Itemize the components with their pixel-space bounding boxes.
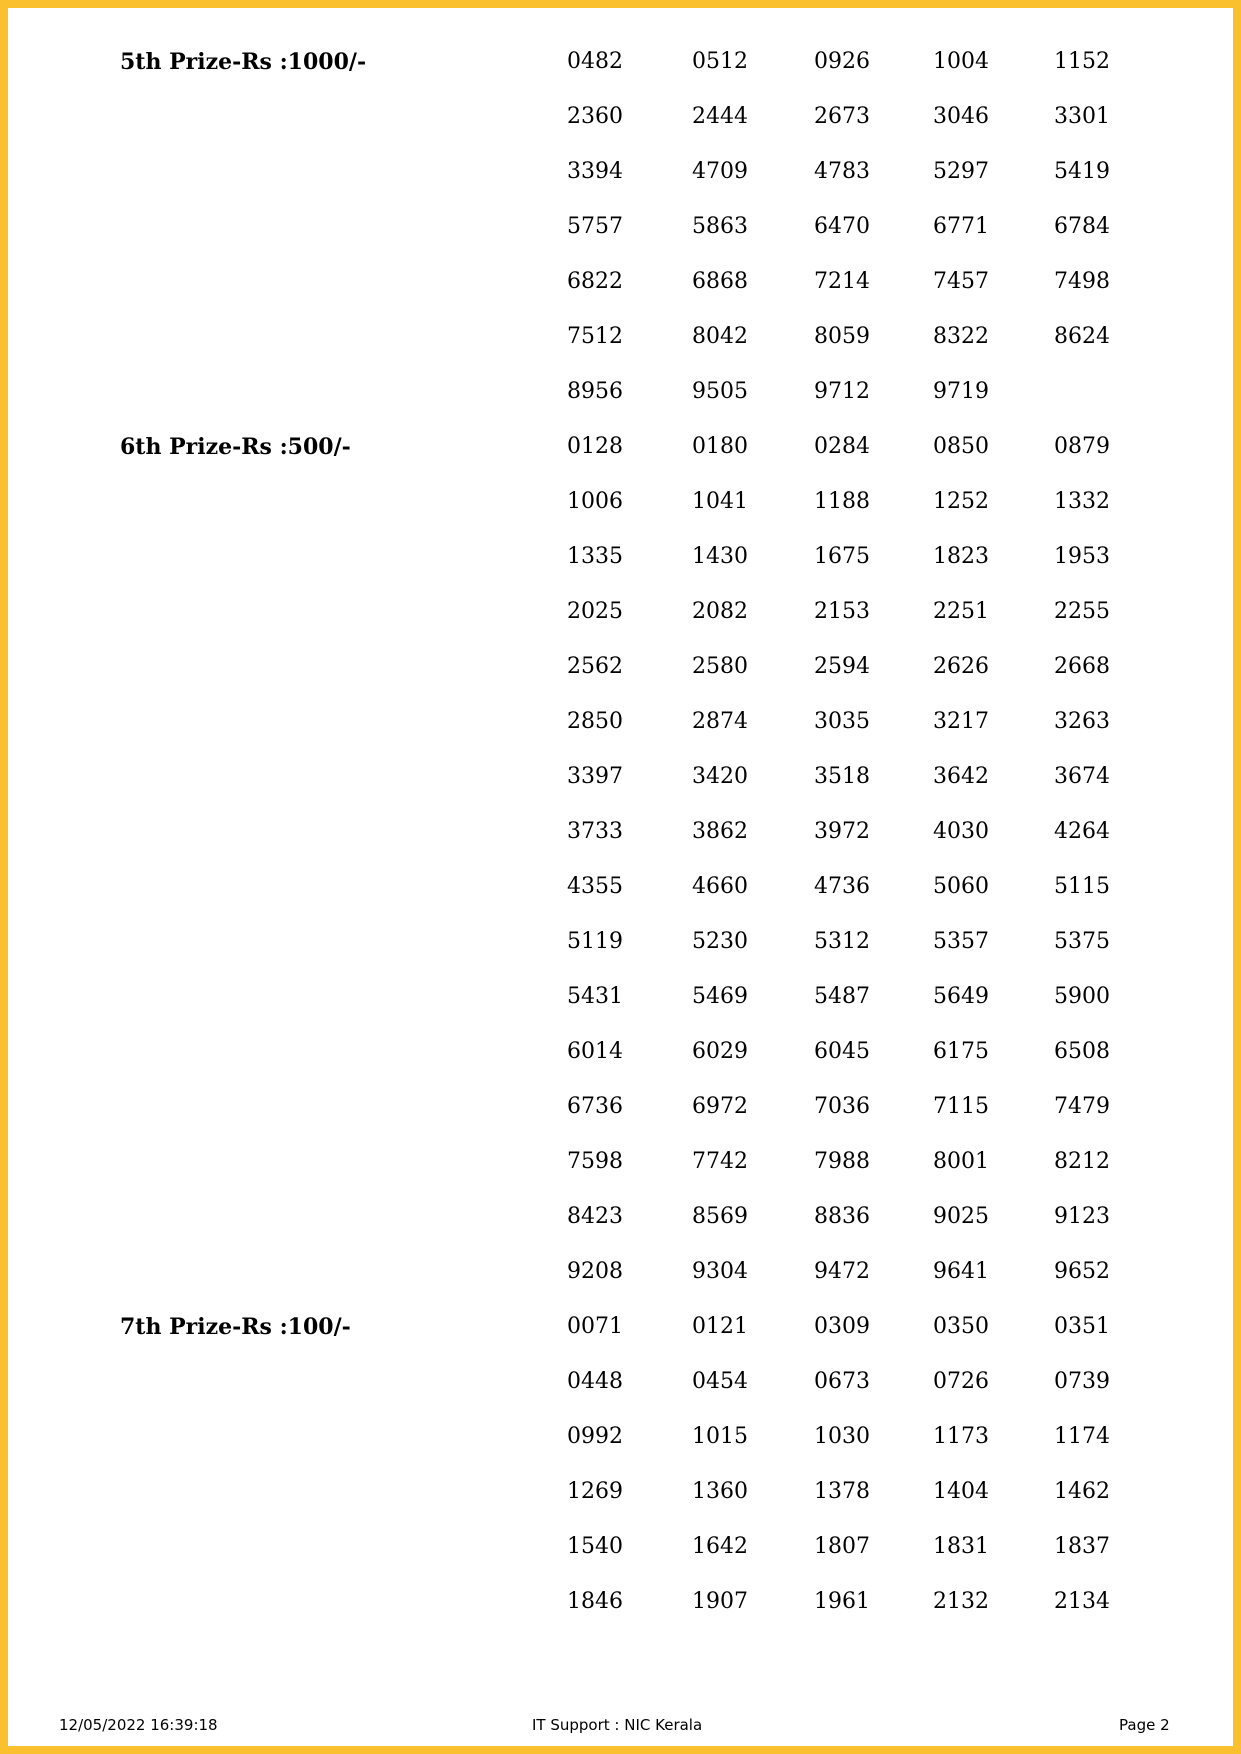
winning-number: 4783 xyxy=(814,159,870,184)
winning-number: 1831 xyxy=(933,1534,989,1559)
winning-number: 2082 xyxy=(692,599,748,624)
winning-number: 2444 xyxy=(692,104,748,129)
winning-number: 1540 xyxy=(567,1534,623,1559)
winning-number: 9652 xyxy=(1054,1259,1110,1284)
winning-number: 1015 xyxy=(692,1424,748,1449)
winning-number: 5487 xyxy=(814,984,870,1009)
winning-number: 8836 xyxy=(814,1204,870,1229)
winning-number: 7115 xyxy=(933,1094,989,1119)
winning-number: 0350 xyxy=(933,1314,989,1339)
winning-number: 4709 xyxy=(692,159,748,184)
winning-number: 2594 xyxy=(814,654,870,679)
winning-number: 1642 xyxy=(692,1534,748,1559)
winning-number: 3518 xyxy=(814,764,870,789)
winning-number: 2580 xyxy=(692,654,748,679)
winning-number: 0309 xyxy=(814,1314,870,1339)
winning-number: 8624 xyxy=(1054,324,1110,349)
winning-number: 0726 xyxy=(933,1369,989,1394)
winning-number: 3972 xyxy=(814,819,870,844)
winning-number: 1252 xyxy=(933,489,989,514)
prize-title: 6th Prize-Rs :500/- xyxy=(120,434,351,460)
winning-number: 1335 xyxy=(567,544,623,569)
winning-number: 0128 xyxy=(567,434,623,459)
winning-number: 2874 xyxy=(692,709,748,734)
winning-number: 9641 xyxy=(933,1259,989,1284)
winning-number: 4030 xyxy=(933,819,989,844)
winning-number: 9123 xyxy=(1054,1204,1110,1229)
winning-number: 0180 xyxy=(692,434,748,459)
winning-number: 4660 xyxy=(692,874,748,899)
winning-number: 8956 xyxy=(567,379,623,404)
winning-number: 6972 xyxy=(692,1094,748,1119)
winning-number: 5419 xyxy=(1054,159,1110,184)
winning-number: 9304 xyxy=(692,1259,748,1284)
winning-number: 7598 xyxy=(567,1149,623,1174)
winning-number: 8042 xyxy=(692,324,748,349)
winning-number: 5431 xyxy=(567,984,623,1009)
winning-number: 3674 xyxy=(1054,764,1110,789)
winning-number: 3046 xyxy=(933,104,989,129)
winning-number: 2255 xyxy=(1054,599,1110,624)
winning-number: 1378 xyxy=(814,1479,870,1504)
winning-number: 1030 xyxy=(814,1424,870,1449)
winning-number: 1953 xyxy=(1054,544,1110,569)
winning-number: 5757 xyxy=(567,214,623,239)
winning-number: 1837 xyxy=(1054,1534,1110,1559)
winning-number: 5863 xyxy=(692,214,748,239)
winning-number: 0071 xyxy=(567,1314,623,1339)
winning-number: 9472 xyxy=(814,1259,870,1284)
winning-number: 1430 xyxy=(692,544,748,569)
winning-number: 9505 xyxy=(692,379,748,404)
winning-number: 1823 xyxy=(933,544,989,569)
winning-number: 9208 xyxy=(567,1259,623,1284)
winning-number: 1462 xyxy=(1054,1479,1110,1504)
winning-number: 1041 xyxy=(692,489,748,514)
winning-number: 9712 xyxy=(814,379,870,404)
winning-number: 6784 xyxy=(1054,214,1110,239)
winning-number: 4736 xyxy=(814,874,870,899)
winning-number: 8322 xyxy=(933,324,989,349)
winning-number: 1404 xyxy=(933,1479,989,1504)
winning-number: 1004 xyxy=(933,49,989,74)
winning-number: 5357 xyxy=(933,929,989,954)
winning-number: 5900 xyxy=(1054,984,1110,1009)
winning-number: 0121 xyxy=(692,1314,748,1339)
winning-number: 3642 xyxy=(933,764,989,789)
winning-number: 2626 xyxy=(933,654,989,679)
winning-number: 6470 xyxy=(814,214,870,239)
winning-number: 0673 xyxy=(814,1369,870,1394)
winning-number: 2134 xyxy=(1054,1589,1110,1614)
winning-number: 1846 xyxy=(567,1589,623,1614)
prize-title: 5th Prize-Rs :1000/- xyxy=(120,49,367,75)
winning-number: 5649 xyxy=(933,984,989,1009)
winning-number: 7457 xyxy=(933,269,989,294)
winning-number: 0739 xyxy=(1054,1369,1110,1394)
winning-number: 8569 xyxy=(692,1204,748,1229)
winning-number: 5230 xyxy=(692,929,748,954)
winning-number: 2132 xyxy=(933,1589,989,1614)
winning-number: 0482 xyxy=(567,49,623,74)
winning-number: 5297 xyxy=(933,159,989,184)
winning-number: 0284 xyxy=(814,434,870,459)
winning-number: 3301 xyxy=(1054,104,1110,129)
winning-number: 0448 xyxy=(567,1369,623,1394)
winning-number: 2251 xyxy=(933,599,989,624)
winning-number: 3420 xyxy=(692,764,748,789)
winning-number: 5312 xyxy=(814,929,870,954)
winning-number: 1961 xyxy=(814,1589,870,1614)
winning-number: 7498 xyxy=(1054,269,1110,294)
winning-number: 6736 xyxy=(567,1094,623,1119)
winning-number: 7988 xyxy=(814,1149,870,1174)
winning-number: 7512 xyxy=(567,324,623,349)
winning-number: 3394 xyxy=(567,159,623,184)
winning-number: 2025 xyxy=(567,599,623,624)
winning-number: 5115 xyxy=(1054,874,1110,899)
winning-number: 8212 xyxy=(1054,1149,1110,1174)
winning-number: 3397 xyxy=(567,764,623,789)
winning-number: 1907 xyxy=(692,1589,748,1614)
winning-number: 5119 xyxy=(567,929,623,954)
winning-number: 6868 xyxy=(692,269,748,294)
winning-number: 6029 xyxy=(692,1039,748,1064)
winning-number: 4264 xyxy=(1054,819,1110,844)
winning-number: 3862 xyxy=(692,819,748,844)
winning-number: 2562 xyxy=(567,654,623,679)
winning-number: 0926 xyxy=(814,49,870,74)
winning-number: 7036 xyxy=(814,1094,870,1119)
winning-number: 3733 xyxy=(567,819,623,844)
winning-number: 7214 xyxy=(814,269,870,294)
winning-number: 6822 xyxy=(567,269,623,294)
winning-number: 0512 xyxy=(692,49,748,74)
winning-number: 6175 xyxy=(933,1039,989,1064)
winning-number: 1675 xyxy=(814,544,870,569)
winning-number: 5469 xyxy=(692,984,748,1009)
winning-number: 5060 xyxy=(933,874,989,899)
footer-timestamp: 12/05/2022 16:39:18 xyxy=(59,1716,218,1734)
winning-number: 1006 xyxy=(567,489,623,514)
winning-number: 5375 xyxy=(1054,929,1110,954)
winning-number: 1360 xyxy=(692,1479,748,1504)
winning-number: 1332 xyxy=(1054,489,1110,514)
winning-number: 8423 xyxy=(567,1204,623,1229)
winning-number: 1174 xyxy=(1054,1424,1110,1449)
winning-number: 9025 xyxy=(933,1204,989,1229)
winning-number: 1269 xyxy=(567,1479,623,1504)
winning-number: 0992 xyxy=(567,1424,623,1449)
footer-page-number: Page 2 xyxy=(1119,1716,1170,1734)
winning-number: 8059 xyxy=(814,324,870,349)
winning-number: 4355 xyxy=(567,874,623,899)
winning-number: 9719 xyxy=(933,379,989,404)
winning-number: 2153 xyxy=(814,599,870,624)
footer-support: IT Support : NIC Kerala xyxy=(532,1716,703,1734)
winning-number: 8001 xyxy=(933,1149,989,1174)
winning-number: 1807 xyxy=(814,1534,870,1559)
winning-number: 7742 xyxy=(692,1149,748,1174)
winning-number: 2668 xyxy=(1054,654,1110,679)
prize-title: 7th Prize-Rs :100/- xyxy=(120,1314,351,1340)
winning-number: 1173 xyxy=(933,1424,989,1449)
winning-number: 2360 xyxy=(567,104,623,129)
winning-number: 0454 xyxy=(692,1369,748,1394)
winning-number: 6014 xyxy=(567,1039,623,1064)
winning-number: 6771 xyxy=(933,214,989,239)
winning-number: 6045 xyxy=(814,1039,870,1064)
winning-number: 3263 xyxy=(1054,709,1110,734)
winning-number: 1188 xyxy=(814,489,870,514)
winning-number: 3035 xyxy=(814,709,870,734)
winning-number: 0850 xyxy=(933,434,989,459)
winning-number: 2850 xyxy=(567,709,623,734)
winning-number: 2673 xyxy=(814,104,870,129)
winning-number: 1152 xyxy=(1054,49,1110,74)
winning-number: 7479 xyxy=(1054,1094,1110,1119)
winning-number: 0879 xyxy=(1054,434,1110,459)
winning-number: 3217 xyxy=(933,709,989,734)
winning-number: 6508 xyxy=(1054,1039,1110,1064)
winning-number: 0351 xyxy=(1054,1314,1110,1339)
